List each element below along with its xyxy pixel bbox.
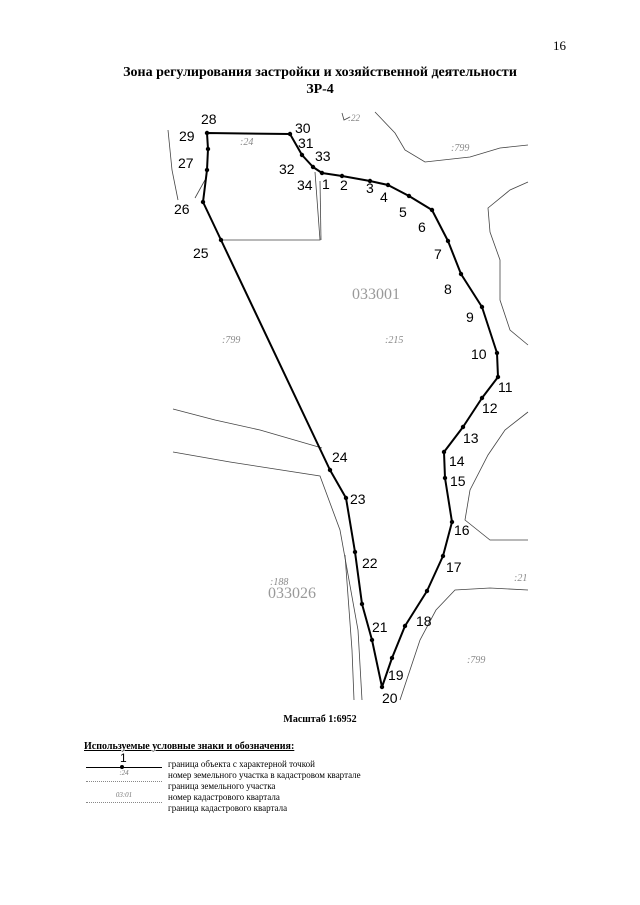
point-label: 28 <box>201 111 217 127</box>
point-label: 32 <box>279 161 295 177</box>
parcel-number: :24 <box>240 137 254 148</box>
boundary-vertex <box>442 450 446 454</box>
point-label: 16 <box>454 522 470 538</box>
point-label: 7 <box>434 246 442 262</box>
boundary-vertex <box>320 171 324 175</box>
boundary-vertex <box>441 554 445 558</box>
point-label: 6 <box>418 219 426 235</box>
point-label: 2 <box>340 177 348 193</box>
point-label: 14 <box>449 453 465 469</box>
point-label: 4 <box>380 189 388 205</box>
point-label: 1 <box>322 176 330 192</box>
legend-quarter-sample: 03:01 <box>115 791 133 799</box>
parcel-number: :215 <box>385 335 404 346</box>
legend-parcel-sample: :24 <box>119 769 129 777</box>
point-label: 9 <box>466 309 474 325</box>
boundary-vertex <box>360 602 364 606</box>
boundary-vertex <box>201 200 205 204</box>
point-label: 10 <box>471 346 487 362</box>
point-label: 34 <box>297 177 313 193</box>
parcel-boundary <box>320 181 321 240</box>
legend-label: номер кадастрового квартала <box>168 792 280 802</box>
boundary-vertex <box>443 476 447 480</box>
parcel-boundary <box>173 452 362 700</box>
parcel-number: :799 <box>467 655 486 666</box>
legend-symbol-parcel-number <box>86 770 162 781</box>
point-label: 29 <box>179 128 195 144</box>
zone-vertices <box>201 131 500 689</box>
point-label: 15 <box>450 473 466 489</box>
zone-boundary <box>203 133 498 687</box>
boundary-vertex <box>353 550 357 554</box>
legend-item-parcel-number <box>86 770 406 781</box>
point-label: 21 <box>372 619 388 635</box>
boundary-vertex <box>300 153 304 157</box>
legend-label: граница земельного участка <box>168 781 276 791</box>
legend-label: номер земельного участка в кадастровом квартале <box>168 770 361 780</box>
parcel-boundary <box>345 555 354 700</box>
point-label: 31 <box>298 135 314 151</box>
parcel-boundary <box>168 130 178 200</box>
boundary-vertex <box>344 496 348 500</box>
legend-label: граница кадастрового квартала <box>168 803 288 813</box>
quarter-number: 033026 <box>268 585 316 602</box>
parcel-number: :799 <box>451 143 470 154</box>
parcel-number: :799 <box>222 335 241 346</box>
boundary-vertex <box>407 194 411 198</box>
boundary-vertex <box>328 468 332 472</box>
map-scale: Масштаб 1:6952 <box>283 714 357 725</box>
point-label: 13 <box>463 430 479 446</box>
boundary-vertex <box>206 147 210 151</box>
boundary-vertex <box>430 208 434 212</box>
parcel-boundary <box>488 182 528 345</box>
boundary-vertex <box>403 624 407 628</box>
point-label: 18 <box>416 613 432 629</box>
boundary-vertex <box>311 165 315 169</box>
parcel-number: :22 <box>348 113 360 123</box>
parcel-number: :188 <box>270 577 289 588</box>
boundary-vertex <box>219 238 223 242</box>
quarter-number: 033001 <box>352 286 400 303</box>
point-label: 11 <box>498 379 513 395</box>
point-label: 12 <box>482 400 498 416</box>
boundary-vertex <box>370 638 374 642</box>
page-title: Зона регулирования застройки и хозяйственной деятельности <box>123 65 517 80</box>
legend-symbol-quarter-boundary <box>86 803 162 814</box>
page-number: 16 <box>553 38 566 53</box>
point-label: 3 <box>366 180 374 196</box>
point-label: 30 <box>295 120 311 136</box>
point-label: 27 <box>178 155 194 171</box>
point-label: 20 <box>382 690 398 706</box>
boundary-vertex <box>205 168 209 172</box>
boundary-vertex <box>446 239 450 243</box>
legend-heading: Используемые условные знаки и обозначения: <box>84 741 295 752</box>
boundary-vertex <box>380 685 384 689</box>
point-label: 33 <box>315 148 331 164</box>
parcel-numbers <box>222 113 527 666</box>
parcel-boundary <box>375 112 528 162</box>
point-label: 22 <box>362 555 378 571</box>
zone-code: ЗР-4 <box>306 82 334 97</box>
legend-point-number: 1 <box>120 751 127 765</box>
point-numbers <box>174 111 513 706</box>
boundary-vertex <box>495 351 499 355</box>
boundary-vertex <box>425 589 429 593</box>
point-label: 8 <box>444 281 452 297</box>
legend-label: граница объекта с характерной точкой <box>168 759 315 769</box>
point-label: 24 <box>332 449 348 465</box>
boundary-vertex <box>390 656 394 660</box>
parcel-number: :21 <box>514 573 528 584</box>
point-label: 25 <box>193 245 209 261</box>
legend-item-quarter-boundary <box>86 803 406 814</box>
boundary-vertex <box>480 305 484 309</box>
point-label: 19 <box>388 667 404 683</box>
parcel-boundaries <box>168 112 528 700</box>
point-label: 26 <box>174 201 190 217</box>
point-label: 23 <box>350 491 366 507</box>
parcel-boundary <box>173 409 322 448</box>
boundary-vertex <box>386 183 390 187</box>
quarter-numbers <box>268 286 400 602</box>
boundary-vertex <box>461 425 465 429</box>
point-label: 17 <box>446 559 462 575</box>
boundary-vertex <box>459 272 463 276</box>
boundary-vertex <box>205 131 209 135</box>
boundary-vertex <box>288 132 292 136</box>
point-label: 5 <box>399 204 407 220</box>
